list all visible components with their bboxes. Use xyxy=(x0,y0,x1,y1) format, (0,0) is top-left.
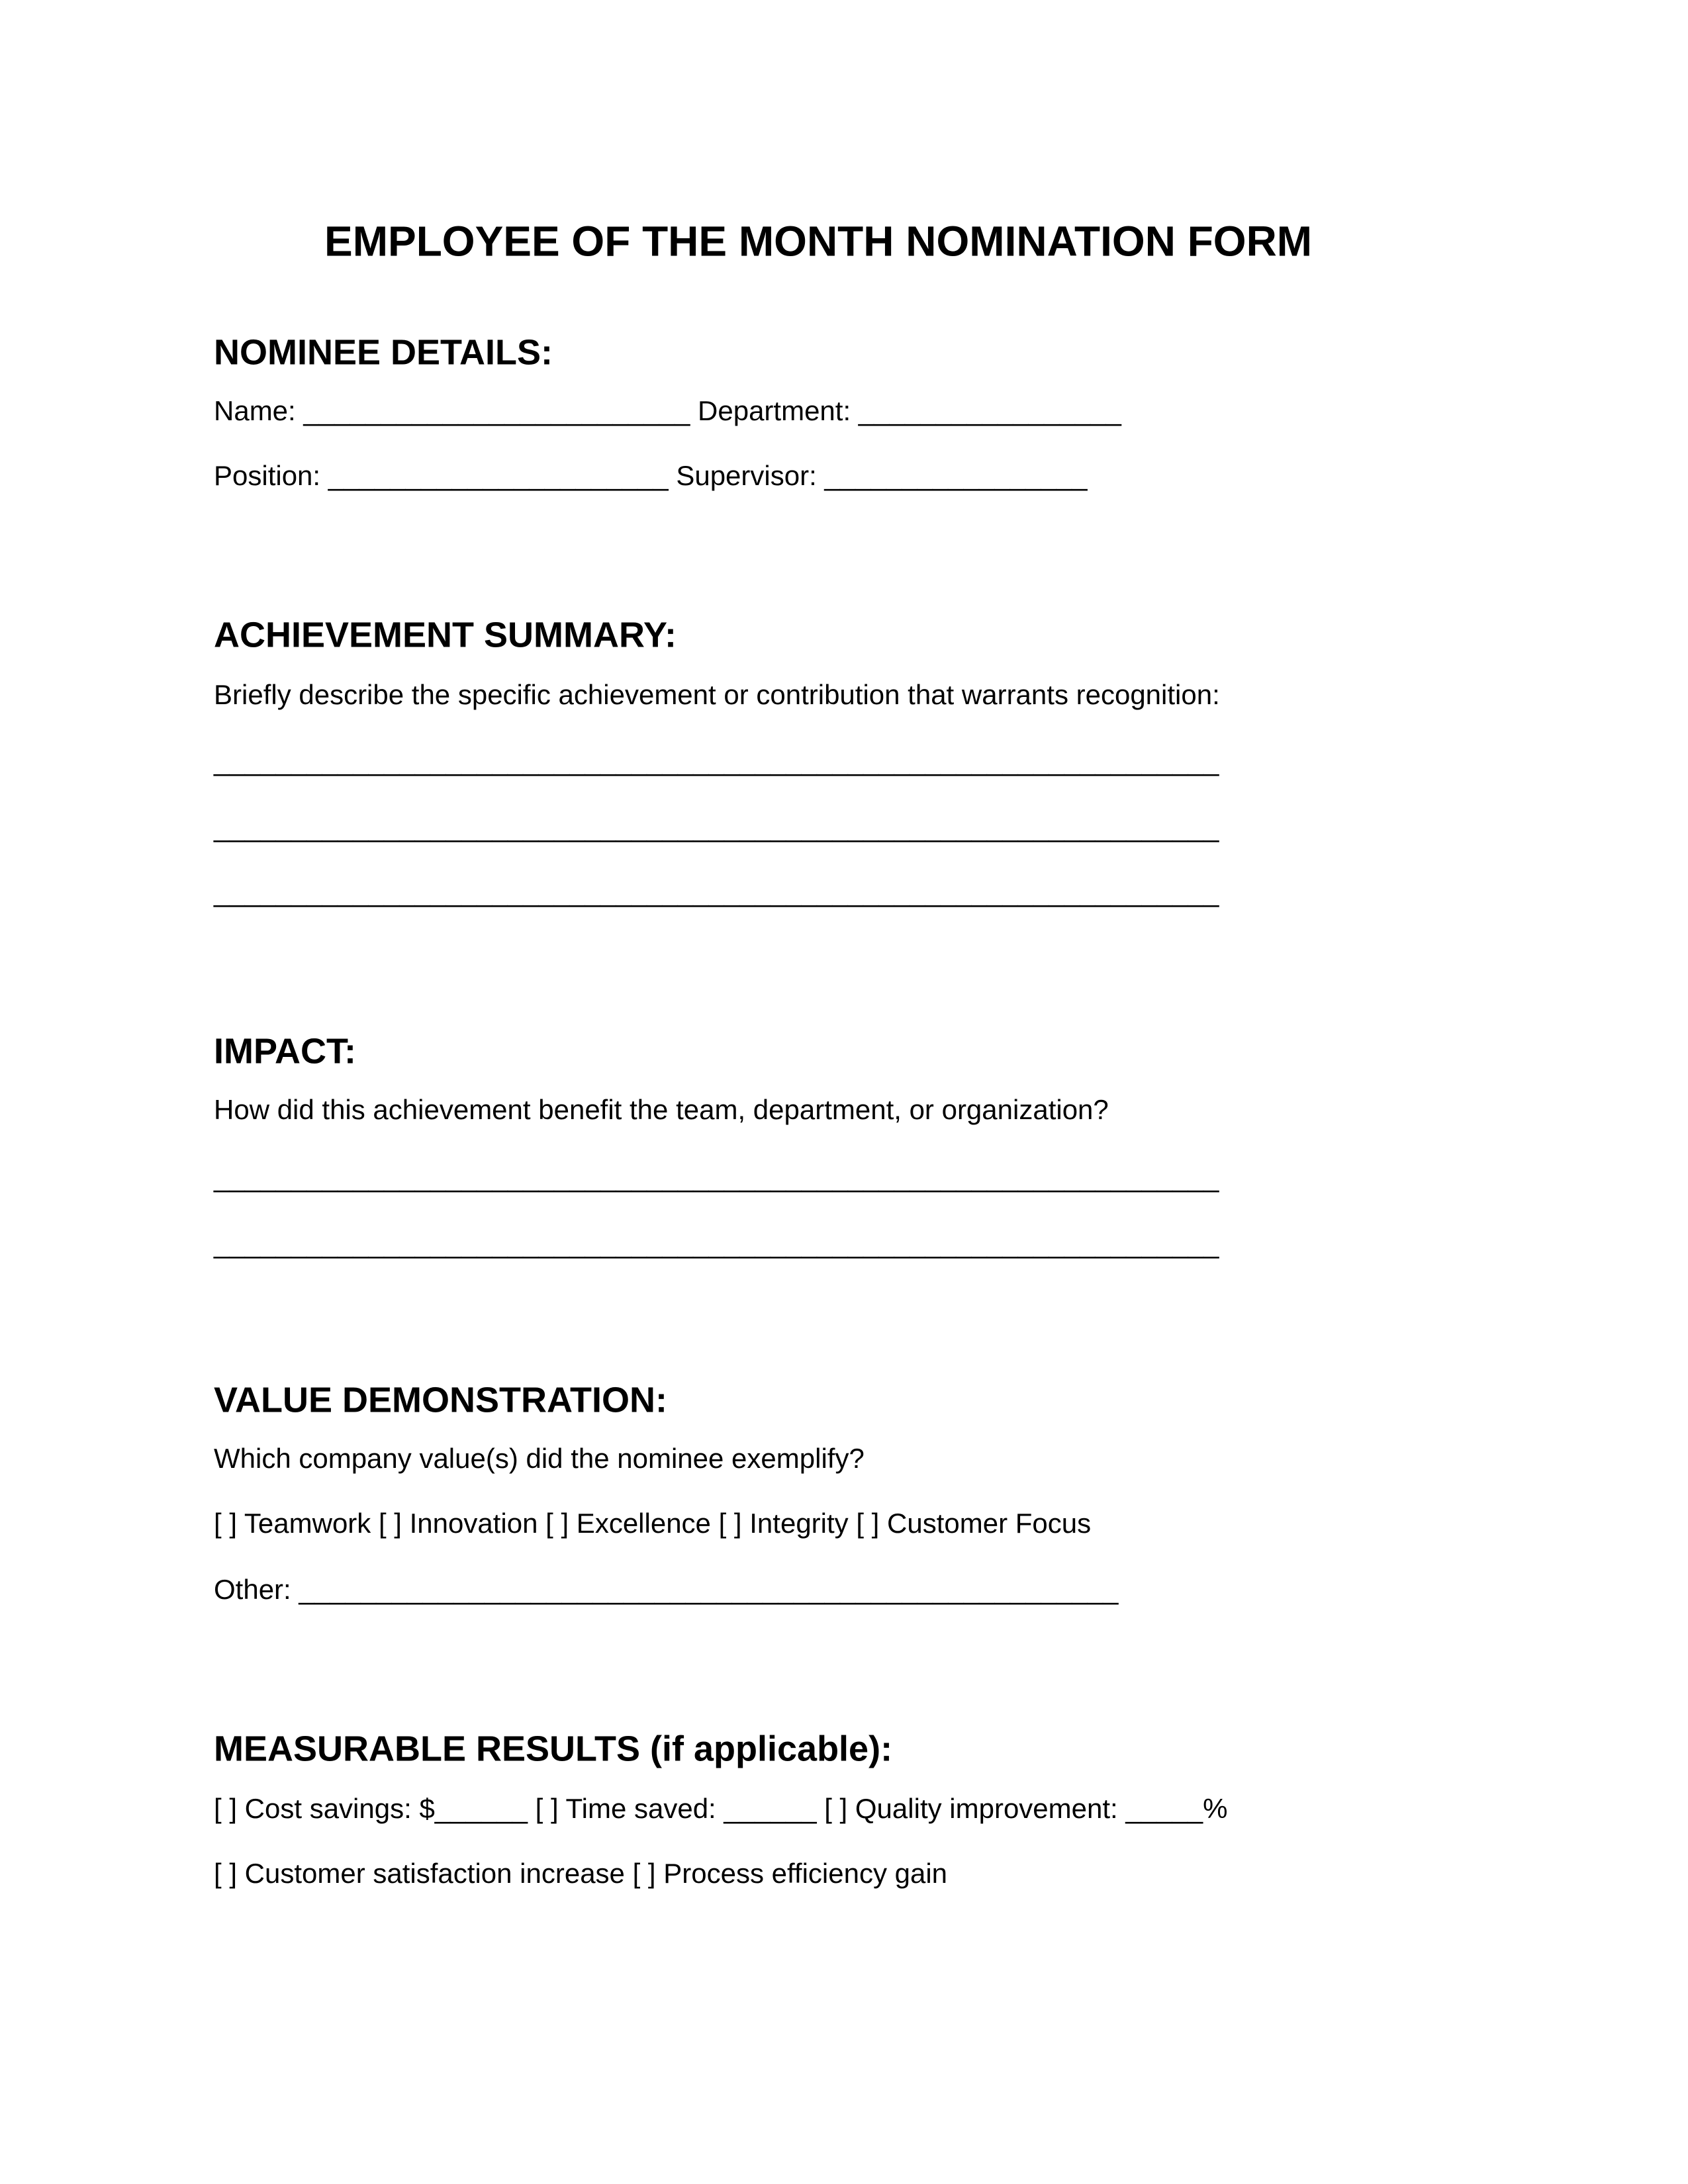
impact-line-2[interactable]: _________________________________________________________________ xyxy=(214,1227,1219,1259)
department-label: Department: xyxy=(698,394,851,426)
measurable-results-heading: MEASURABLE RESULTS (if applicable): xyxy=(214,1729,893,1769)
results-line-1[interactable]: [ ] Cost savings: $______ [ ] Time saved: ______ [ ] Quality improvement: _____% xyxy=(214,1792,1228,1824)
values-prompt: Which company value(s) did the nominee exemplify? xyxy=(214,1442,865,1474)
position-field[interactable]: ______________________ xyxy=(328,459,669,491)
values-options[interactable]: [ ] Teamwork [ ] Innovation [ ] Excellence [ ] Integrity [ ] Customer Focus xyxy=(214,1507,1092,1539)
supervisor-field[interactable]: _________________ xyxy=(824,459,1088,491)
impact-prompt: How did this achievement benefit the team, department, or organization? xyxy=(214,1093,1109,1125)
other-label: Other: xyxy=(214,1573,291,1605)
nominee-details-heading: NOMINEE DETAILS: xyxy=(214,332,553,373)
achievement-line-1[interactable]: _________________________________________________________________ xyxy=(214,745,1219,776)
achievement-prompt: Briefly describe the specific achievement or contribution that warrants recognition: xyxy=(214,678,1220,710)
name-department-row xyxy=(214,394,1121,428)
form-title: EMPLOYEE OF THE MONTH NOMINATION FORM xyxy=(324,217,1313,265)
name-field[interactable]: _________________________ xyxy=(303,394,690,426)
other-field[interactable]: _____________________________________________________ xyxy=(299,1573,1119,1605)
achievement-summary-heading: ACHIEVEMENT SUMMARY: xyxy=(214,615,677,655)
supervisor-label: Supervisor: xyxy=(676,459,817,491)
position-supervisor-row xyxy=(214,459,1088,492)
name-label: Name: xyxy=(214,394,296,426)
other-value-row xyxy=(214,1573,1118,1606)
value-demonstration-heading: VALUE DEMONSTRATION: xyxy=(214,1380,667,1420)
impact-heading: IMPACT: xyxy=(214,1031,356,1071)
position-label: Position: xyxy=(214,459,321,491)
achievement-line-2[interactable]: _________________________________________________________________ xyxy=(214,811,1219,842)
department-field[interactable]: _________________ xyxy=(858,394,1121,426)
achievement-line-3[interactable]: _________________________________________________________________ xyxy=(214,876,1219,907)
impact-line-1[interactable]: _________________________________________________________________ xyxy=(214,1161,1219,1193)
results-line-2[interactable]: [ ] Customer satisfaction increase [ ] Process efficiency gain xyxy=(214,1857,948,1889)
